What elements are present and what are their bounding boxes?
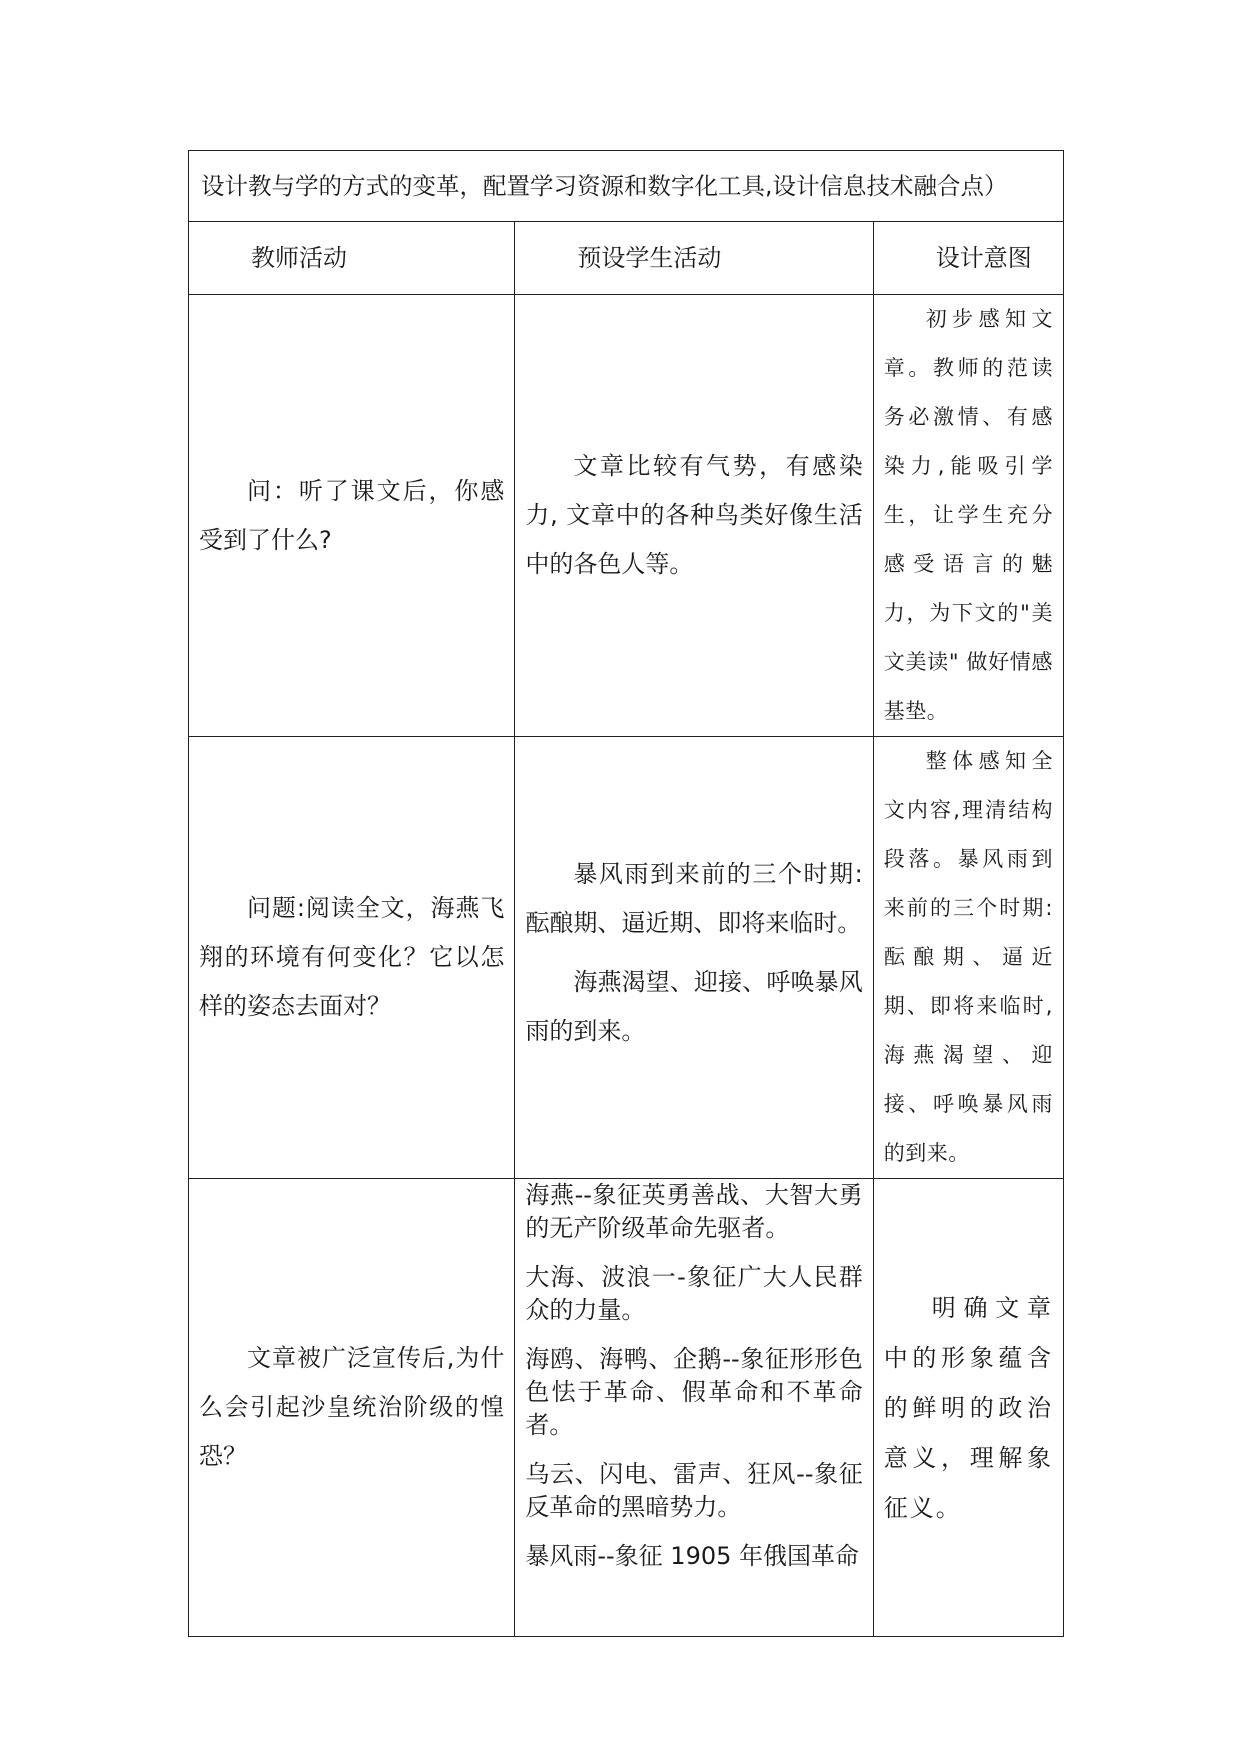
student-activity-item: 海鸥、海鸭、企鹅--象征形形色色怯于革命、假革命和不革命者。 — [525, 1345, 863, 1439]
design-intent-cell — [873, 1179, 1063, 1637]
design-intent-cell — [873, 737, 1063, 1179]
student-activity-item: 海燕--象征英勇善战、大智大勇的无产阶级革命先驱者。 — [525, 1181, 863, 1242]
design-intent-text: 初步感知文章。教师的范读务必激情、有感染力,能吸引学生，让学生充分感受语言的魅力，为下文的"美文美读" 做好情感基垫。 — [883, 307, 1053, 723]
student-activity-text: 文章比较有气势，有感染力, 文章中的各种鸟类好像生活中的各色人等。 — [525, 452, 863, 578]
student-activity-text: 海燕渴望、迎接、呼唤暴风雨的到来。 — [525, 967, 863, 1045]
student-activity-text: 暴风雨到来前的三个时期: 酝酿期、逼近期、即将来临时。 — [525, 859, 863, 937]
table-row — [189, 295, 1064, 737]
teacher-activity-cell — [189, 1179, 515, 1637]
column-header-row — [189, 222, 1064, 295]
table-row — [189, 1179, 1064, 1637]
design-intent-text: 明确文章中的形象蕴含的鲜明的政治意义，理解象征义。 — [883, 1293, 1053, 1522]
student-activity-cell — [515, 295, 873, 737]
student-activity-cell — [515, 1179, 873, 1637]
column-header-teacher: 教师活动 — [189, 222, 515, 295]
table-row — [189, 737, 1064, 1179]
column-header-student: 预设学生活动 — [515, 222, 873, 295]
teacher-activity-text: 问题:阅读全文，海燕飞翔的环境有何变化？它以怎样的姿态去面对？ — [199, 894, 505, 1020]
lesson-plan-table — [188, 150, 1064, 1637]
student-activity-cell — [515, 737, 873, 1179]
student-activity-item: 暴风雨--象征 1905 年俄国革命 — [525, 1542, 860, 1570]
teacher-activity-cell — [189, 737, 515, 1179]
design-intent-cell — [873, 295, 1063, 737]
column-header-intent: 设计意图 — [873, 222, 1063, 295]
teacher-activity-cell — [189, 295, 515, 737]
teacher-activity-text: 文章被广泛宣传后,为什么会引起沙皇统治阶级的惶恐？ — [199, 1344, 505, 1470]
student-activity-item: 乌云、闪电、雷声、狂风--象征反革命的黑暗势力。 — [525, 1460, 863, 1521]
header-note: 设计教与学的方式的变革，配置学习资源和数字化工具,设计信息技术融合点） — [189, 151, 1064, 222]
table-header-note-row — [189, 151, 1064, 222]
student-activity-item: 大海、波浪一-象征广大人民群众的力量。 — [525, 1263, 863, 1324]
design-intent-text: 整体感知全文内容,理清结构段落。暴风雨到来前的三个时期: 酝酿期、逼近期、即将来临时,海燕渴望、迎接、呼唤暴风雨的到来。 — [883, 749, 1053, 1165]
teacher-activity-text: 问：听了课文后，你感受到了什么? — [199, 476, 505, 554]
